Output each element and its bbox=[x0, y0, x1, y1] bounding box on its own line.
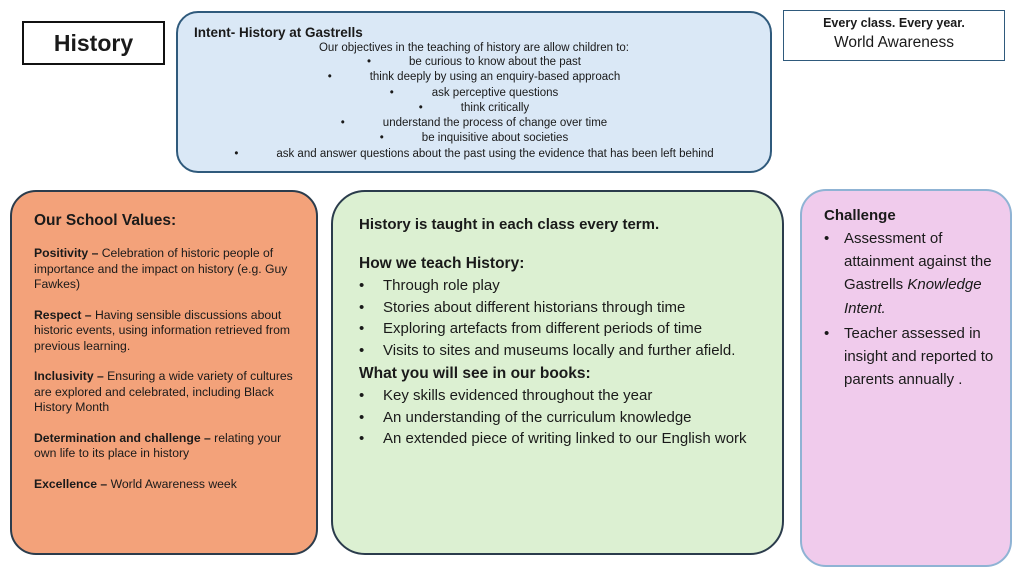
how-we-teach-heading: How we teach History: bbox=[359, 255, 525, 272]
value-item bbox=[34, 308, 300, 355]
intent-objectives-list bbox=[192, 55, 756, 162]
how-we-teach-list bbox=[359, 275, 762, 361]
value-name: Positivity – bbox=[34, 246, 99, 260]
value-item bbox=[34, 369, 300, 416]
page-title: History bbox=[22, 21, 165, 65]
books-list bbox=[359, 385, 762, 450]
value-item bbox=[34, 477, 300, 493]
intent-panel bbox=[176, 11, 772, 173]
list-item: • Through role play bbox=[359, 275, 762, 297]
challenge-list bbox=[824, 227, 998, 391]
list-item: • Teacher assessed in insight and reported to parents annually . bbox=[824, 322, 998, 392]
value-description: World Awareness week bbox=[107, 476, 237, 491]
list-item: • ask and answer questions about the past using the evidence that has been left behind bbox=[192, 147, 756, 162]
challenge-panel bbox=[800, 189, 1012, 567]
motto-line-2: World Awareness bbox=[833, 34, 955, 51]
list-item: • think deeply by using an enquiry-based approach bbox=[192, 70, 756, 85]
value-description: Ensuring a wide variety of cultures are explored and celebrated, including Black History Month bbox=[34, 369, 293, 414]
value-item bbox=[34, 431, 300, 462]
intent-description: Our objectives in the teaching of history are allow children to: bbox=[318, 42, 630, 54]
school-values-heading: Our School Values: bbox=[34, 212, 177, 229]
value-name: Excellence – bbox=[34, 476, 108, 491]
list-item: • understand the process of change over time bbox=[192, 116, 756, 131]
value-description: relating your own life to its place in history bbox=[34, 430, 282, 460]
value-name: Inclusivity – bbox=[34, 369, 104, 383]
challenge-item-emphasis: Knowledge Intent. bbox=[844, 276, 982, 317]
value-item bbox=[34, 246, 300, 293]
list-item: • think critically bbox=[192, 101, 756, 116]
list-item: • be inquisitive about societies bbox=[192, 131, 756, 146]
list-item: • Visits to sites and museums locally and further afield. bbox=[359, 340, 762, 362]
value-name: Determination and challenge – bbox=[34, 430, 211, 445]
intent-title: Intent- History at Gastrells bbox=[194, 25, 363, 40]
list-item: • Exploring artefacts from different periods of time bbox=[359, 318, 762, 340]
value-description: Having sensible discussions about historic events, using information retrieved from previous learning. bbox=[34, 307, 291, 353]
motto-panel bbox=[783, 10, 1005, 61]
list-item: • Stories about different historians through time bbox=[359, 297, 762, 319]
value-name: Respect – bbox=[34, 307, 92, 322]
value-description: Celebration of historic people of importance and the impact on history (e.g. Guy Fawkes) bbox=[34, 246, 288, 291]
teaching-panel bbox=[331, 190, 784, 555]
list-item: • Key skills evidenced throughout the year bbox=[359, 385, 762, 407]
list-item: • An extended piece of writing linked to our English work bbox=[359, 428, 762, 450]
challenge-heading: Challenge bbox=[824, 207, 896, 224]
books-heading: What you will see in our books: bbox=[359, 365, 591, 382]
list-item bbox=[824, 227, 998, 320]
list-item: • ask perceptive questions bbox=[192, 86, 756, 101]
school-values-panel bbox=[10, 190, 318, 555]
teaching-statement: History is taught in each class every term. bbox=[359, 216, 660, 233]
list-item: • be curious to know about the past bbox=[192, 55, 756, 70]
list-item: • An understanding of the curriculum knowledge bbox=[359, 407, 762, 429]
motto-line-1: Every class. Every year. bbox=[823, 16, 965, 30]
challenge-item-text: Assessment of attainment against the Gastrells bbox=[844, 230, 992, 294]
